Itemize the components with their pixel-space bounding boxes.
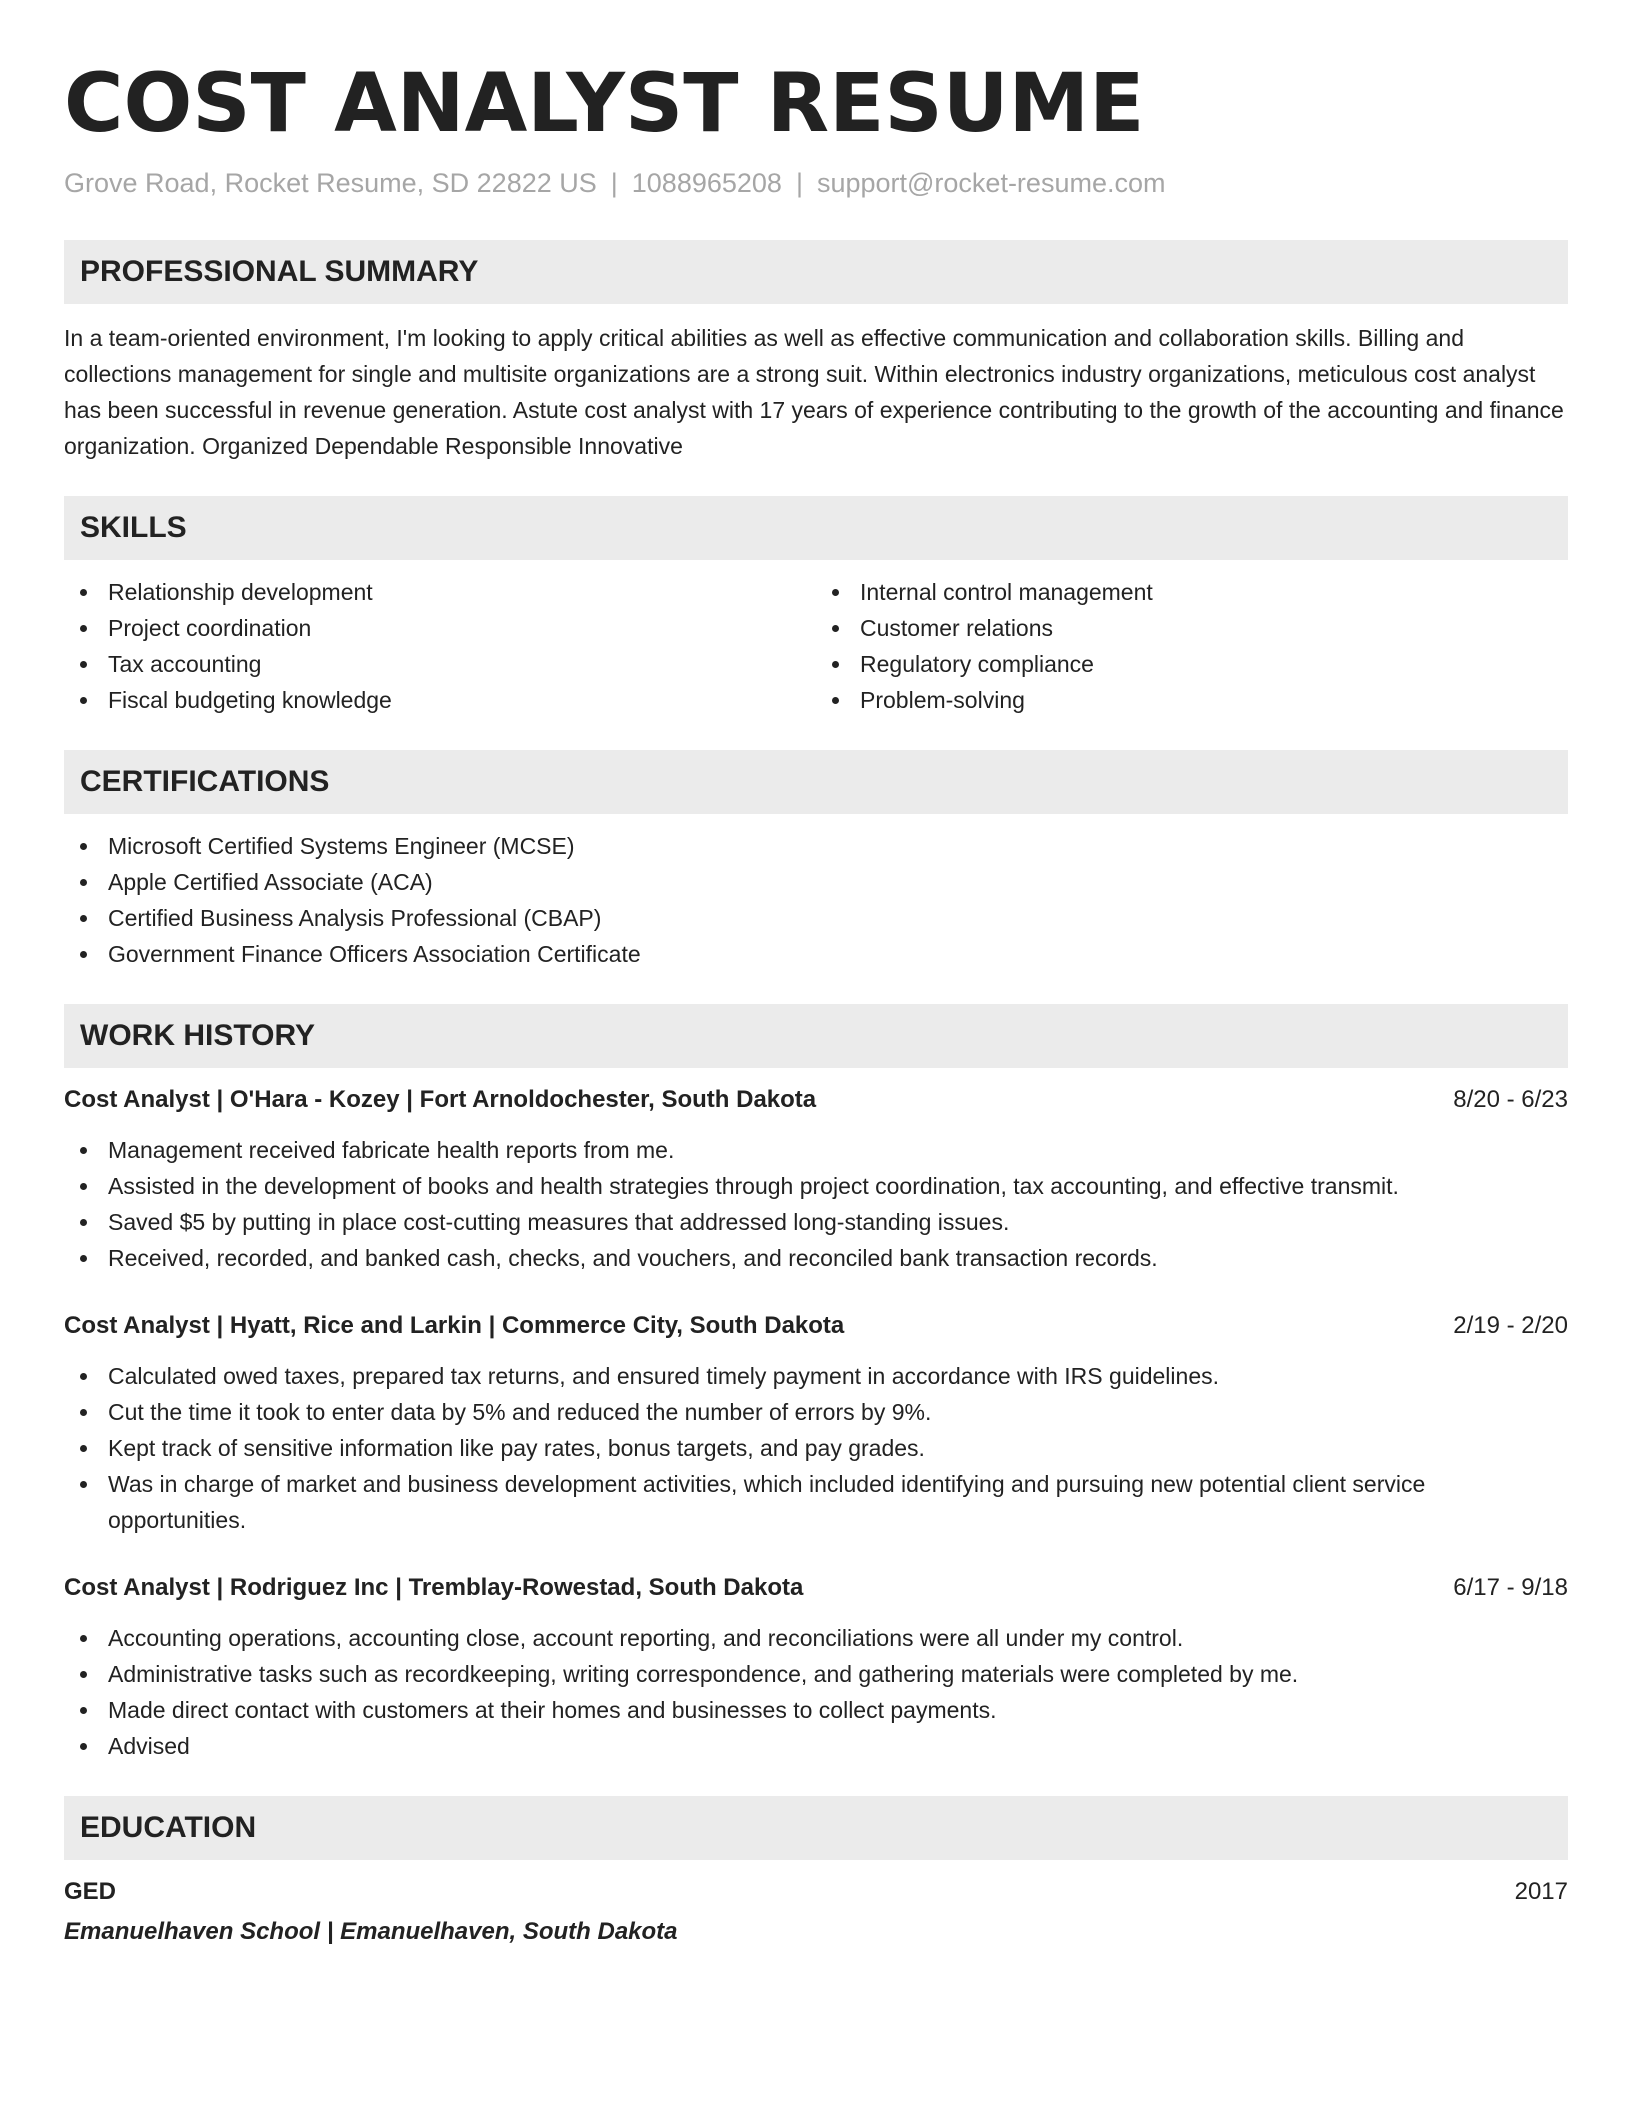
job-header <box>64 1308 1568 1344</box>
job-bullets <box>64 1358 1568 1538</box>
job-bullet: Management received fabricate health reports from me. <box>64 1132 1568 1168</box>
job-header <box>64 1082 1568 1118</box>
job-bullet: Kept track of sensitive information like pay rates, bonus targets, and pay grades. <box>64 1430 1568 1466</box>
job-bullet: Calculated owed taxes, prepared tax returns, and ensured timely payment in accordance with IRS guidelines. <box>64 1358 1568 1394</box>
skill-item: Regulatory compliance <box>816 646 1568 682</box>
job-dates: 8/20 - 6/23 <box>1453 1086 1568 1113</box>
skill-item: Project coordination <box>64 610 816 646</box>
job-bullet: Saved $5 by putting in place cost-cutting measures that addressed long-standing issues. <box>64 1204 1568 1240</box>
skills-list-right <box>816 574 1568 718</box>
certification-item: Microsoft Certified Systems Engineer (MCSE) <box>64 828 1568 864</box>
contact-line <box>64 166 1568 200</box>
skill-item: Fiscal budgeting knowledge <box>64 682 816 718</box>
job-bullet: Was in charge of market and business development activities, which included identifying and pursuing new potential client service opportunities. <box>64 1466 1568 1538</box>
skill-item: Relationship development <box>64 574 816 610</box>
skills-grid <box>64 574 1568 718</box>
job-bullet: Administrative tasks such as recordkeeping, writing correspondence, and gathering materials were completed by me. <box>64 1656 1568 1692</box>
job-entry <box>64 1308 1568 1538</box>
job-bullet: Assisted in the development of books and health strategies through project coordination, tax accounting, and effective transmit. <box>64 1168 1568 1204</box>
education-entry <box>64 1874 1568 1950</box>
job-bullets <box>64 1620 1568 1764</box>
skills-list-left <box>64 574 816 718</box>
job-header <box>64 1570 1568 1606</box>
job-bullet: Accounting operations, accounting close, account reporting, and reconciliations were all under my control. <box>64 1620 1568 1656</box>
resume-title: COST ANALYST RESUME <box>64 57 1145 151</box>
section-header-work-history: WORK HISTORY <box>64 1004 1568 1068</box>
section-header-skills: SKILLS <box>64 496 1568 560</box>
contact-email: support@rocket-resume.com <box>816 168 1166 198</box>
certification-item: Government Finance Officers Association Certificate <box>64 936 1568 972</box>
education-year: 2017 <box>1514 1878 1568 1905</box>
job-title: Cost Analyst | Rodriguez Inc | Tremblay-Rowestad, South Dakota <box>64 1574 804 1601</box>
skill-item: Problem-solving <box>816 682 1568 718</box>
certifications-list <box>64 828 1568 972</box>
education-header <box>64 1874 1568 1910</box>
contact-address: Grove Road, Rocket Resume, SD 22822 US <box>64 168 597 198</box>
job-bullet: Cut the time it took to enter data by 5% and reduced the number of errors by 9%. <box>64 1394 1568 1430</box>
job-bullet: Advised <box>64 1728 1568 1764</box>
section-header-education: EDUCATION <box>64 1796 1568 1860</box>
contact-phone: 1088965208 <box>631 168 782 198</box>
section-header-certifications: CERTIFICATIONS <box>64 750 1568 814</box>
certification-item: Apple Certified Associate (ACA) <box>64 864 1568 900</box>
job-bullet: Made direct contact with customers at their homes and businesses to collect payments. <box>64 1692 1568 1728</box>
education-school: Emanuelhaven School | Emanuelhaven, South Dakota <box>64 1918 678 1945</box>
skill-item: Tax accounting <box>64 646 816 682</box>
job-entry <box>64 1570 1568 1764</box>
job-title: Cost Analyst | Hyatt, Rice and Larkin | Commerce City, South Dakota <box>64 1312 845 1339</box>
job-dates: 6/17 - 9/18 <box>1453 1574 1568 1601</box>
job-dates: 2/19 - 2/20 <box>1453 1312 1568 1339</box>
job-entry <box>64 1082 1568 1276</box>
summary-text: In a team-oriented environment, I'm looking to apply critical abilities as well as effective communication and collaboration skills. Billing and collections management for single and multisite organizations are a strong suit. Within electronics industry organizations, meticulous cost analyst has been successful in revenue generation. Astute cost analyst with 17 years of experience contributing to the growth of the accounting and finance organization. Organized Dependable Responsible Innovative <box>64 325 1564 459</box>
section-header-summary: PROFESSIONAL SUMMARY <box>64 240 1568 304</box>
job-bullets <box>64 1132 1568 1276</box>
job-title: Cost Analyst | O'Hara - Kozey | Fort Arnoldochester, South Dakota <box>64 1086 817 1113</box>
education-degree: GED <box>64 1878 117 1905</box>
skill-item: Customer relations <box>816 610 1568 646</box>
skill-item: Internal control management <box>816 574 1568 610</box>
contact-separator: | <box>795 168 803 198</box>
contact-separator: | <box>610 168 618 198</box>
certification-item: Certified Business Analysis Professional (CBAP) <box>64 900 1568 936</box>
job-bullet: Received, recorded, and banked cash, checks, and vouchers, and reconciled bank transaction records. <box>64 1240 1568 1276</box>
